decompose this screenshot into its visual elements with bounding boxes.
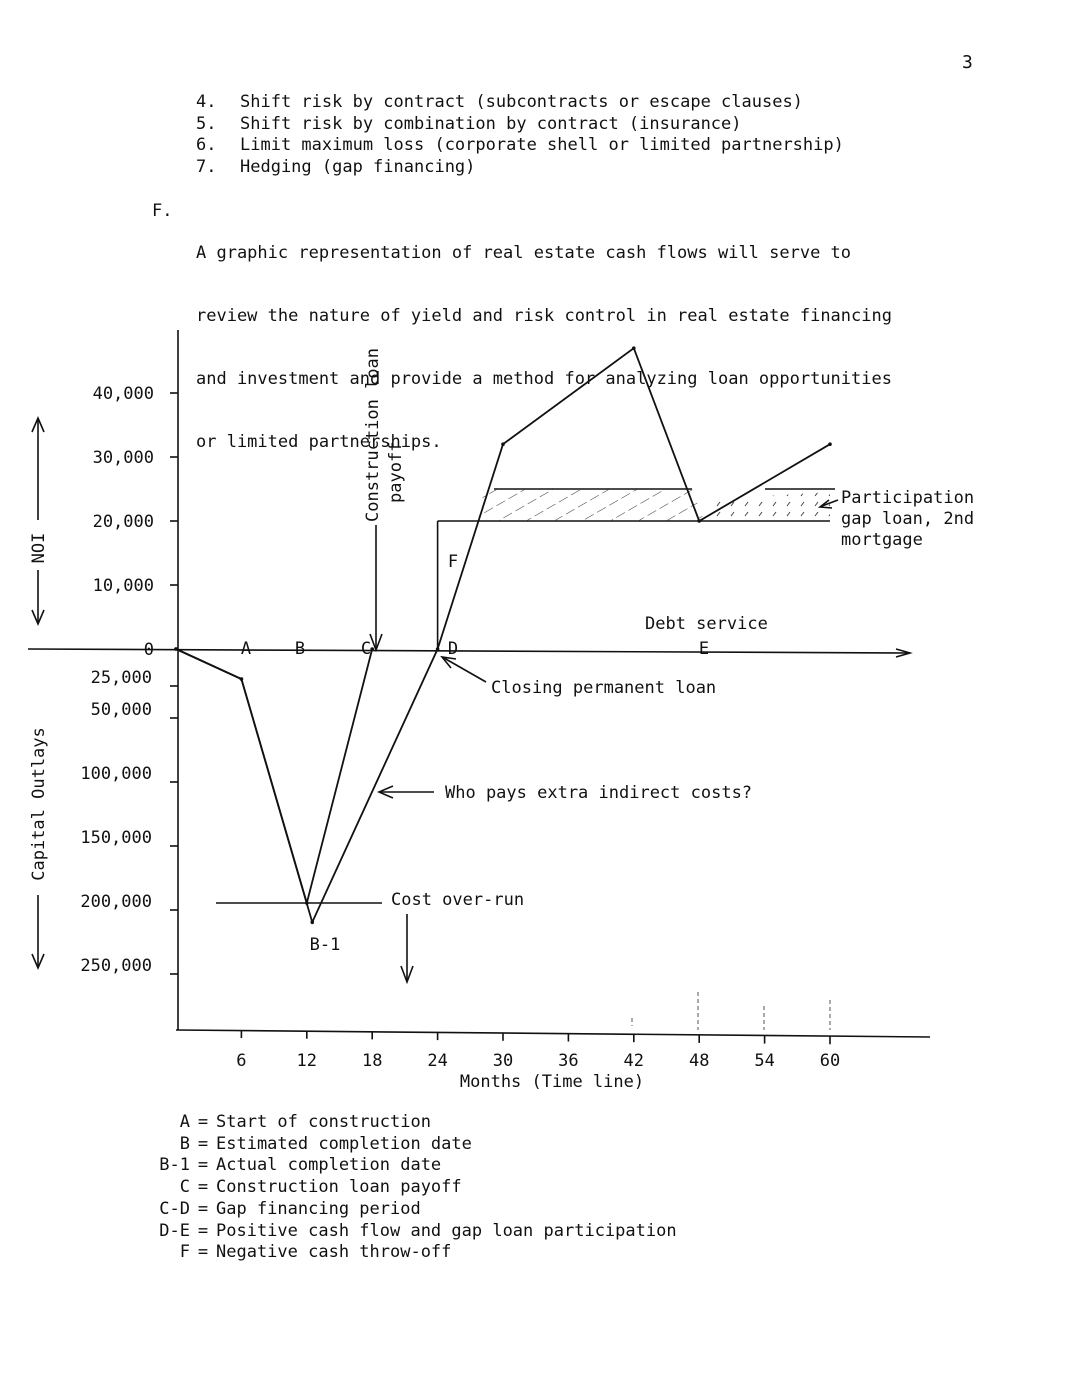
paragraph-line: review the nature of yield and risk control in real estate financing (196, 306, 892, 326)
x-tick-label: 42 (623, 1051, 645, 1071)
debt-service-label: Debt service (645, 614, 768, 634)
paragraph-line: or limited partnerships. (196, 432, 442, 452)
y-tick-label: 30,000 (92, 448, 154, 468)
series-point (310, 920, 314, 924)
point-label: F (447, 552, 459, 572)
point-label: A (240, 639, 252, 659)
y-axis-title-capital-outlays: Capital Outlays (29, 727, 49, 881)
construction-loan-label: payoff (386, 441, 406, 503)
legend-key: B-1 (159, 1155, 190, 1176)
legend-text: Negative cash throw-off (216, 1242, 452, 1263)
axes (28, 330, 930, 1044)
legend-item: D-E = Positive cash flow and gap loan participation (140, 1221, 677, 1243)
x-tick-label: 6 (236, 1051, 247, 1071)
legend-text: Construction loan payoff (216, 1177, 462, 1198)
y-tick-label: 25,000 (90, 668, 152, 688)
legend-key: B (179, 1133, 190, 1154)
legend-item: C = Construction loan payoff (140, 1177, 677, 1199)
list-text: Hedging (gap financing) (240, 156, 476, 177)
y-tick-label: 150,000 (80, 828, 152, 848)
legend-key: C (179, 1177, 190, 1198)
legend-text: Actual completion date (216, 1155, 442, 1176)
y-tick-label: 20,000 (92, 512, 154, 532)
tick-labels (29, 384, 840, 1092)
x-axis-title: Months (Time line) (459, 1072, 645, 1092)
list-number: 4. (196, 92, 217, 112)
legend-key: F (179, 1242, 190, 1263)
list-text: Shift risk by contract (subcontracts or escape clauses) (240, 92, 803, 112)
x-tick-label: 54 (754, 1051, 775, 1071)
list-number: 7. (196, 156, 217, 177)
y-tick-label: 40,000 (92, 384, 154, 404)
legend-text: Positive cash flow and gap loan participation (216, 1220, 677, 1241)
x-tick-label: 12 (296, 1051, 318, 1071)
x-tick-label: 18 (361, 1051, 383, 1071)
list-number: 5. (196, 113, 217, 134)
list-text: Limit maximum loss (corporate shell or limited partnership) (240, 135, 844, 155)
who-pays-label: Who pays extra indirect costs? (445, 783, 753, 803)
point-label: B-1 (309, 935, 341, 955)
construction-loan-label: Construction loan (363, 348, 383, 522)
series-line (176, 348, 830, 922)
x-axis-line (176, 1030, 930, 1037)
legend-text: Estimated completion date (216, 1133, 472, 1154)
legend-key: D-E (159, 1220, 190, 1241)
series-line (176, 649, 372, 903)
legend-text: Start of construction (216, 1112, 431, 1132)
legend-key: A (179, 1112, 190, 1132)
y-tick-label: 10,000 (92, 576, 154, 596)
participation-label: Participation (841, 488, 975, 508)
point-label: D (447, 639, 459, 659)
zero-line (28, 649, 910, 653)
annotations (360, 348, 975, 982)
cost-overrun-label: Cost over-run (391, 890, 525, 910)
x-tick-label: 30 (492, 1051, 514, 1071)
x-tick-label: 36 (558, 1051, 579, 1071)
legend-item: B-1 = Actual completion date (140, 1155, 677, 1177)
point-label: C (360, 639, 372, 659)
section-marker: F. (152, 201, 173, 221)
x-tick-label: 24 (427, 1051, 448, 1071)
closing-arrow-line (444, 658, 486, 682)
point-label: E (698, 639, 710, 659)
paragraph-line: A graphic representation of real estate cash flows will serve to (196, 243, 852, 263)
y-axis-title-noi: NOI (29, 532, 49, 564)
x-tick-label: 60 (819, 1051, 841, 1071)
point-label: B (294, 639, 306, 659)
series-point (697, 519, 701, 523)
series-point (436, 647, 440, 651)
y-tick-label: 50,000 (90, 700, 152, 720)
legend-item: B = Estimated completion date (140, 1134, 677, 1156)
series-point (174, 647, 178, 651)
series-point (632, 346, 636, 350)
participation-label: mortgage (841, 530, 923, 550)
page-number: 3 (962, 52, 973, 73)
series-point (501, 442, 505, 446)
closing-permanent-loan-label: Closing permanent loan (491, 678, 717, 698)
chart-legend (140, 1112, 677, 1264)
legend-text: Gap financing period (216, 1198, 421, 1219)
legend-item: C-D = Gap financing period (140, 1199, 677, 1221)
paragraph-line: and investment and provide a method for analyzing loan opportunities (196, 369, 892, 389)
participation-hatch-area (478, 489, 704, 521)
legend-key: C-D (159, 1198, 190, 1219)
series-lines (174, 346, 832, 924)
y-tick-label: 100,000 (80, 764, 152, 784)
list-number: 6. (196, 135, 217, 155)
list-text: Shift risk by combination by contract (insurance) (240, 113, 742, 134)
legend-item: A = Start of construction (140, 1112, 677, 1134)
y-tick-label: 0 (143, 640, 154, 660)
arrow-left-icon (442, 657, 456, 668)
participation-label: gap loan, 2nd (841, 509, 975, 529)
x-tick-label: 48 (688, 1051, 710, 1071)
series-point (828, 442, 832, 446)
series-point (240, 677, 244, 681)
legend-item: F = Negative cash throw-off (140, 1242, 677, 1264)
y-tick-label: 200,000 (80, 892, 152, 912)
y-tick-label: 250,000 (80, 956, 152, 976)
